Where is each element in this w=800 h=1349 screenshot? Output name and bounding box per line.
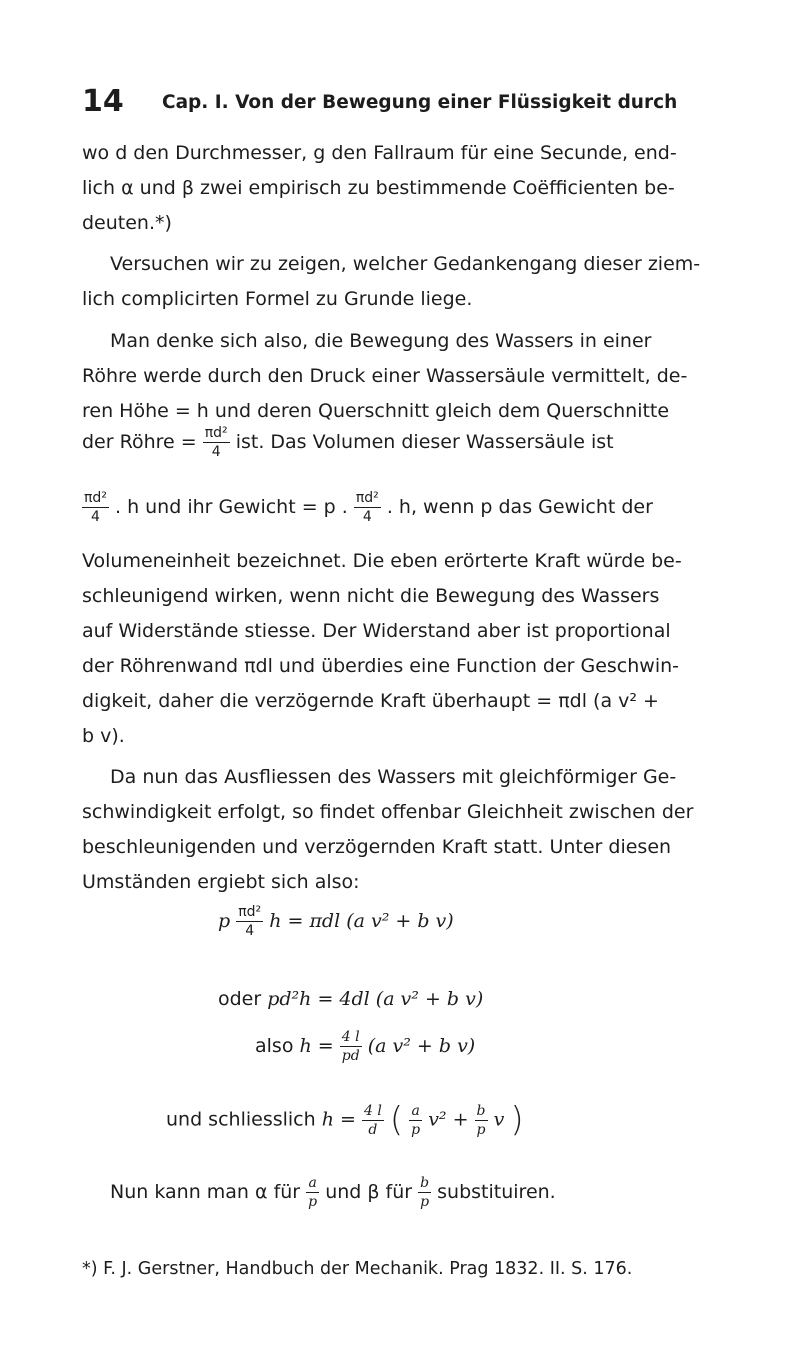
text-line: b v).: [82, 725, 125, 747]
text-line: Man denke sich also, die Bewegung des Wassers in einer: [110, 330, 652, 352]
footnote: *) F. J. Gerstner, Handbuch der Mechanik. Prag 1832. II. S. 176.: [82, 1259, 633, 1279]
text-fragment: substituiren.: [437, 1181, 556, 1203]
text-line: lich complicirten Formel zu Grunde liege.: [82, 288, 473, 310]
equation-word: und schliesslich: [166, 1108, 316, 1131]
fraction-denominator: pd: [341, 1048, 360, 1064]
equation-text: (a v² + b v): [367, 1035, 476, 1057]
fraction: [236, 905, 263, 938]
text-line-with-fraction: [82, 426, 722, 459]
fraction-bar: [409, 1120, 422, 1121]
fraction-denominator: 4: [211, 444, 221, 460]
fraction-bar: [362, 1120, 384, 1121]
fraction: [475, 1104, 488, 1137]
text-line: der Röhrenwand πdl und überdies eine Function der Geschwin-: [82, 655, 680, 677]
fraction-bar: [236, 921, 263, 922]
fraction: [306, 1176, 319, 1209]
fraction: [82, 491, 109, 524]
text-line: schwindigkeit erfolgt, so findet offenbar Gleichheit zwischen der: [82, 801, 694, 823]
text-line: lich α und β zwei empirisch zu bestimmende Coëfficienten be-: [82, 177, 675, 199]
equation-text: h = πdl (a v² + b v): [269, 910, 454, 932]
fraction-numerator: πd²: [238, 904, 262, 920]
equation-3: [255, 1030, 775, 1063]
text-line: beschleunigenden und verzögernden Kraft statt. Unter diesen: [82, 836, 672, 858]
equation-word: oder: [218, 988, 262, 1010]
fraction-denominator: p: [411, 1121, 421, 1138]
text-fragment: ist. Das Volumen dieser Wassersäule ist: [235, 431, 614, 453]
fraction-bar: [203, 442, 230, 443]
fraction-denominator: p: [420, 1194, 430, 1210]
page-number: 14: [82, 84, 124, 119]
equation-1: p $\frac{\text{πd²}}{4}$ h = πdl (a v² + b v): [218, 904, 454, 939]
fraction-denominator: 4: [362, 509, 372, 525]
text-line: Volumeneinheit bezeichnet. Die eben erörterte Kraft würde be-: [82, 550, 682, 572]
fraction: [362, 1104, 384, 1137]
fraction-denominator: 4: [245, 923, 255, 939]
fraction: [203, 426, 230, 459]
fraction-numerator: 4 l: [341, 1029, 360, 1045]
text-line: wo d den Durchmesser, g den Fallraum für eine Secunde, end-: [82, 142, 677, 164]
fraction-numerator: a: [308, 1175, 317, 1191]
text-fragment: . h und ihr Gewicht = p .: [114, 496, 348, 518]
fraction-denominator: d: [368, 1121, 378, 1138]
text-line: digkeit, daher die verzögernde Kraft überhaupt = πdl (a v² +: [82, 690, 659, 712]
equation-4: und schliesslich h = $\frac{4 l}{d}$ ( $\frac{a}{p}$ v² + $\frac{b}{p}$ v ): [166, 1100, 524, 1140]
fraction-numerator: b: [476, 1102, 486, 1119]
equation-word: also: [255, 1035, 294, 1057]
fraction-numerator: a: [411, 1102, 420, 1119]
running-title: Cap. I. Von der Bewegung einer Flüssigkeit durch: [162, 92, 678, 113]
text-line: schleunigend wirken, wenn nicht die Bewegung des Wassers: [82, 585, 660, 607]
fraction-bar: [354, 507, 381, 508]
text-fragment: und β für: [325, 1181, 413, 1203]
text-fragment: Nun kann man α für: [110, 1181, 301, 1203]
text-fragment: der Röhre =: [82, 431, 197, 453]
fraction-numerator: πd²: [84, 490, 107, 506]
fraction-numerator: 4 l: [363, 1102, 382, 1119]
equation-2: [218, 988, 778, 1010]
fraction-numerator: b: [420, 1175, 430, 1191]
text-line-with-fraction: [82, 491, 722, 524]
fraction-bar: [418, 1192, 431, 1193]
fraction-numerator: πd²: [204, 425, 228, 441]
fraction-denominator: p: [308, 1194, 318, 1210]
equation-text: v² +: [428, 1108, 469, 1131]
fraction-numerator: πd²: [355, 490, 379, 506]
text-line: Röhre werde durch den Druck einer Wassersäule vermittelt, de-: [82, 365, 688, 387]
equation-text: h =: [321, 1108, 356, 1131]
text-line: Da nun das Ausfliessen des Wassers mit gleichförmiger Ge-: [110, 766, 677, 788]
fraction-bar: [306, 1192, 319, 1193]
text-line: ren Höhe = h und deren Querschnitt gleich dem Querschnitte: [82, 400, 670, 422]
text-line: Umständen ergiebt sich also:: [82, 871, 360, 893]
fraction: [409, 1104, 422, 1137]
fraction: [418, 1176, 431, 1209]
equation-text: v: [493, 1108, 505, 1131]
fraction-bar: [82, 507, 109, 508]
fraction-bar: [340, 1046, 362, 1047]
text-line: Versuchen wir zu zeigen, welcher Gedankengang dieser ziem-: [110, 253, 701, 275]
page-header: [82, 84, 722, 134]
text-line: auf Widerstände stiesse. Der Widerstand aber ist proportional: [82, 620, 671, 642]
equation-text: h =: [299, 1035, 334, 1057]
fraction-denominator: p: [476, 1121, 486, 1138]
fraction: [354, 491, 381, 524]
equation-text: pd²h = 4dl (a v² + b v): [267, 988, 484, 1010]
fraction-bar: [475, 1120, 488, 1121]
text-line: deuten.*): [82, 212, 172, 234]
text-fragment: . h, wenn p das Gewicht der: [386, 496, 653, 518]
fraction: [340, 1030, 362, 1063]
closing-line: [110, 1176, 770, 1209]
fraction-denominator: 4: [91, 509, 100, 525]
